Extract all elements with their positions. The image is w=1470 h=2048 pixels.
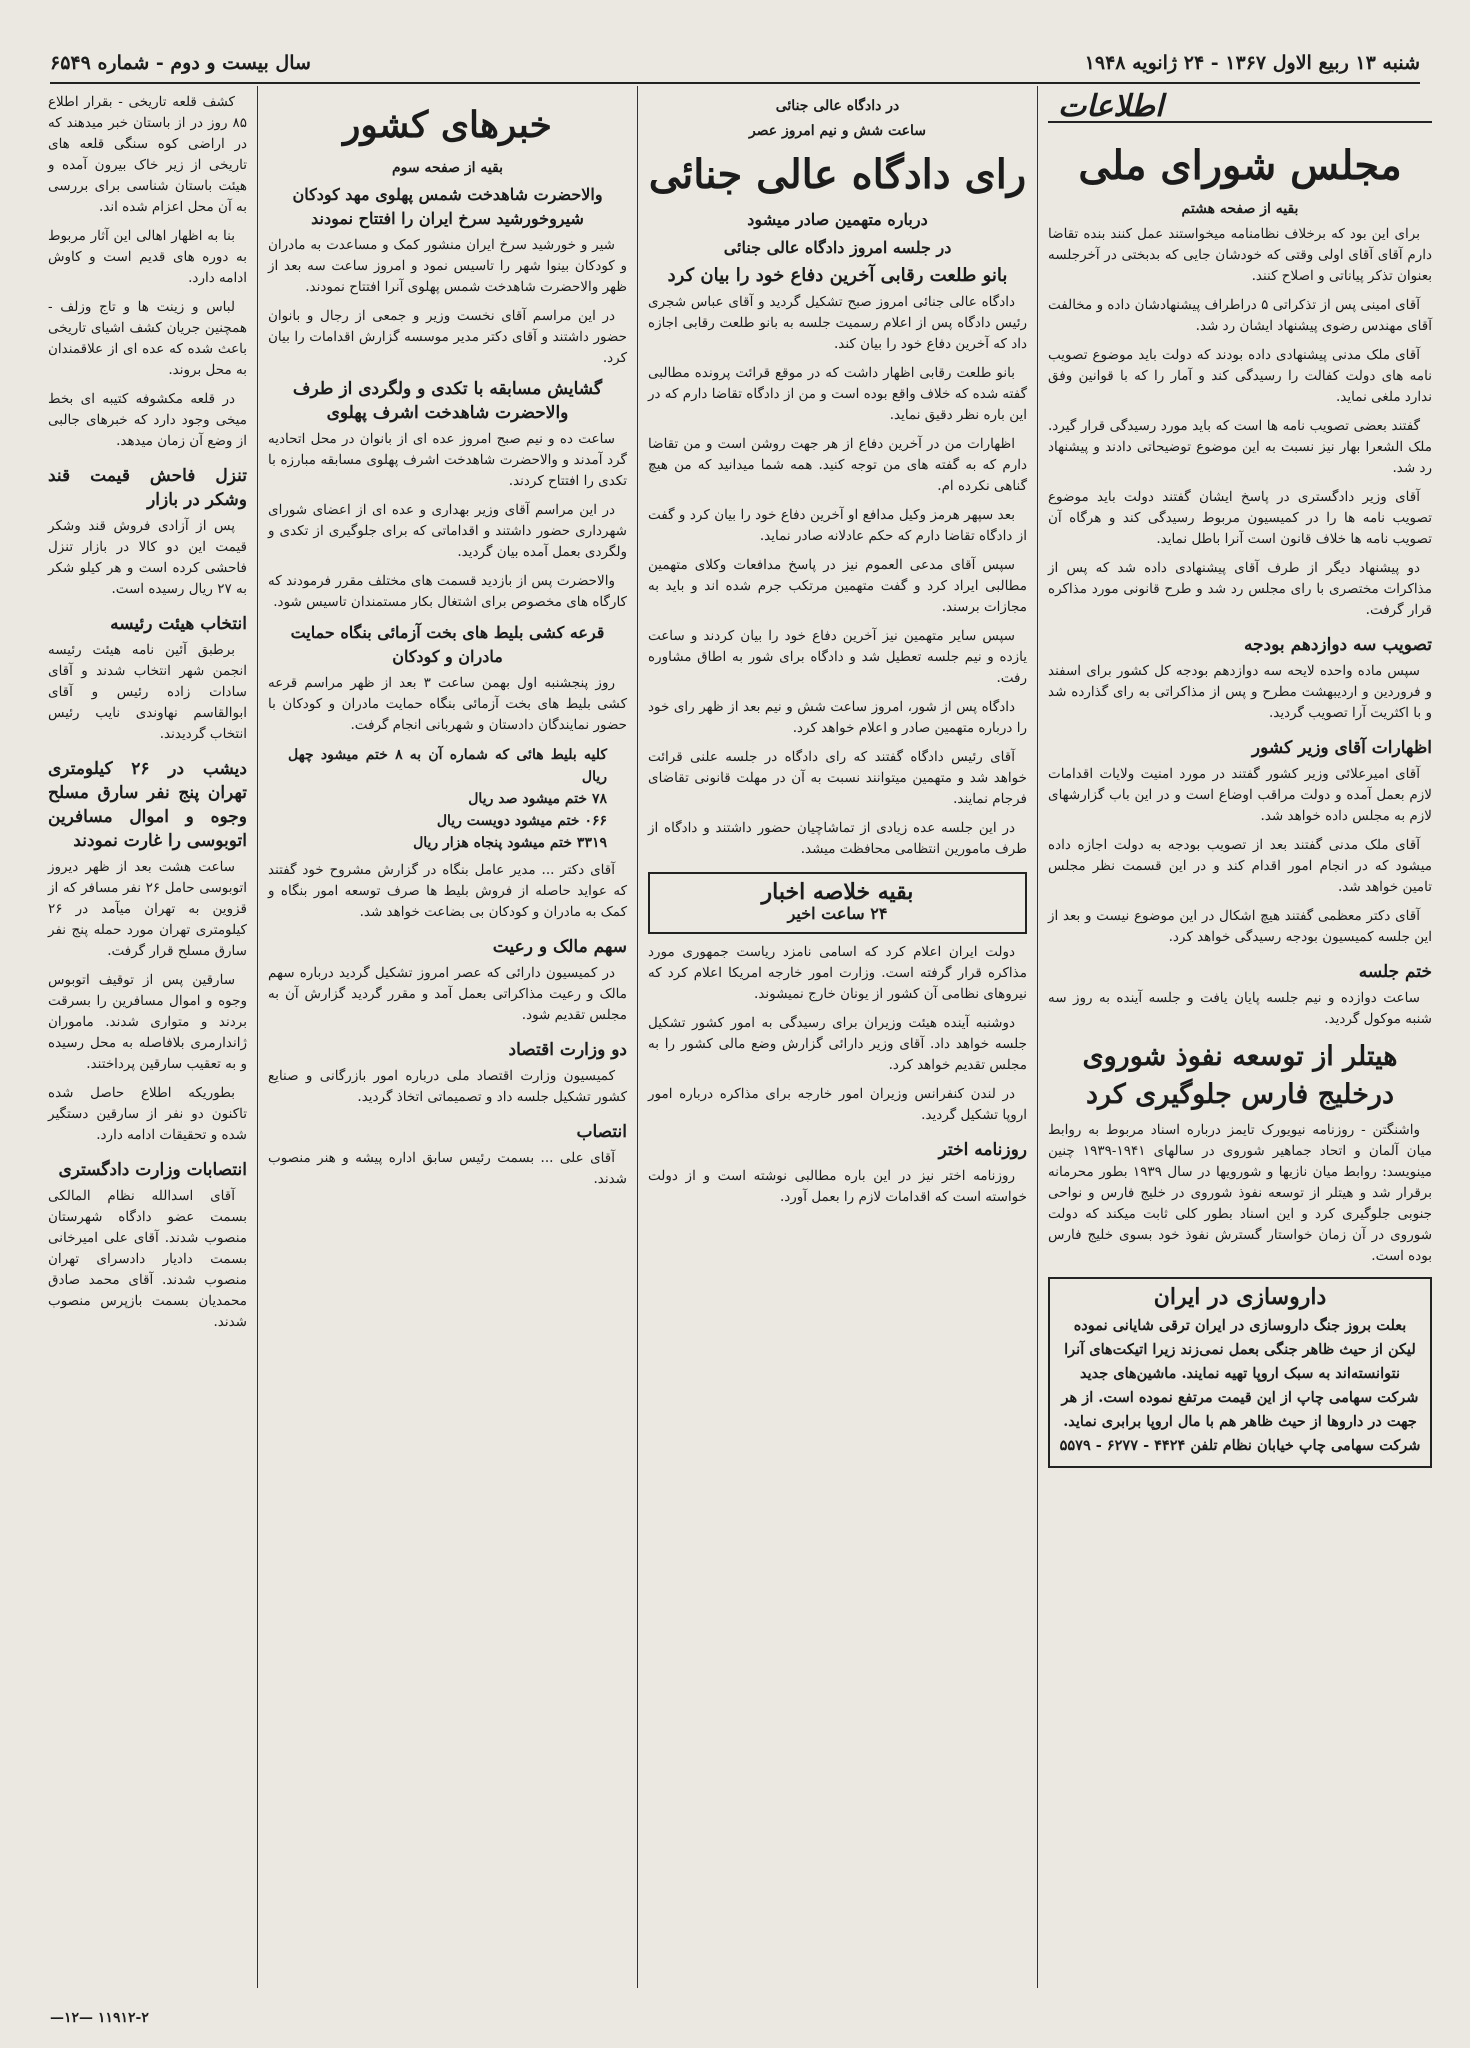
paragraph: در قلعه مکشوفه کتیبه ای بخط میخی وجود دارد که خبرهای جالبی از وضع آن زمان میدهد.	[48, 391, 247, 449]
paragraph: آقای اسدالله نظام المالکی بسمت عضو دادگاه شهرستان منصوب شدند. آقای علی امیرخانی بسمت دادیار دادسرای تهران منصوب شدند. آقای محمد صادق محمدیان بسمت بازپرس منصوب شدند.	[48, 1188, 247, 1330]
lottery-results	[288, 744, 607, 854]
paragraph: دو پیشنهاد دیگر از طرف آقای پیشنهادی داده شد که پس از مذاکرات مختصری با رای مجلس رد شد و طرح قانونی مورد مذاکره قرار گرفت.	[1048, 560, 1432, 618]
column-parliament	[1040, 86, 1440, 1988]
dateline	[50, 44, 1420, 84]
column-domestic-news	[260, 86, 635, 1988]
page-footer: —۱۲— ۱۱۹۱۲-۲	[50, 2010, 149, 2026]
subheading: دیشب در ۲۶ کیلومتری تهران پنج نفر سارق مسلح وجوه و اموال مسافرین اتوبوسی را غارت نمودند	[48, 759, 247, 851]
advertisement-box	[1048, 1277, 1432, 1468]
subheading: انتخاب هیئت رئیسه	[110, 614, 247, 634]
paragraph: واشنگتن - روزنامه نیویورک تایمز درباره اسناد مربوط به روابط میان آلمان و اتحاد جماهیر شوروی در سالهای ۱۹۴۱-۱۹۳۹ چنین مینویسد: روابط میان نازیها و شورویها در سال ۱۹۳۹ بطور محرمانه برقرار شد و هیتلر از توسعه نفوذ شوروی در خلیج فارس و نواحی جنوبی جلوگیری کرد و این اسناد بطور کلی ثابت میکند که دولت شوروی در آن زمان خواستار گسترش نفوذ خود بسوی خلیج فارس بوده است.	[1048, 1122, 1433, 1264]
continued-note: بقیه از صفحه هشتم	[1181, 201, 1299, 217]
headline-parliament: مجلس شورای ملی	[1078, 142, 1402, 189]
paragraph: روز پنجشنبه اول بهمن ساعت ۳ بعد از ظهر مراسم قرعه کشی بلیط های بخت آزمائی بنگاه حمایت مادران و کودکان با حضور نمایندگان دادستان و شهربانی انجام گرفت.	[268, 675, 627, 733]
subheading: روزنامه اختر	[938, 1140, 1027, 1160]
paragraph: در این جلسه عده زیادی از تماشاچیان حضور داشتند و دادگاه از طرف مامورین انتظامی محافظت میشد.	[648, 820, 1027, 857]
paragraph: در کمیسیون دارائی که عصر امروز تشکیل گردید درباره سهم مالک و رعیت مذاکراتی بعمل آمد و مقرر گردید گزارش آن به مجلس تقدیم شود.	[268, 965, 627, 1023]
subheading: در جلسه امروز دادگاه عالی جنائی	[723, 238, 952, 257]
news-summary-box	[648, 872, 1027, 934]
paragraph: دادگاه پس از شور، امروز ساعت شش و نیم بعد از ظهر رای خود را درباره متهمین صادر و اعلام خواهد کرد.	[648, 699, 1027, 736]
paragraph: دولت ایران اعلام کرد که اسامی نامزد ریاست جمهوری مورد مذاکره قرار گرفته است. وزارت امور خارجه امریکا اعلام کرد که نیروهای نظامی آن کشور از یونان خارج نمیشوند.	[648, 944, 1027, 1002]
paragraph: روزنامه اختر نیز در این باره مطالبی نوشته است و از دولت خواسته است که اقدامات لازم را بعمل آورد.	[648, 1168, 1027, 1205]
paragraph: آقای ملک مدنی گفتند بعد از تصویب بودجه به دولت اجازه داده میشود که در انجام امور اقدام کند و در این قسمت نظر مجلس تامین خواهد شد.	[1048, 837, 1432, 895]
headline-hitler: هیتلر از توسعه نفوذ شوروی درخلیج فارس جلوگیری کرد	[1082, 1041, 1398, 1110]
paragraph: آقای دکتر ... مدیر عامل بنگاه در گزارش مشروح خود گفتند که عواید حاصله از فروش بلیط ها صرف توسعه امور بنگاه و کمک به مادران و کودکان بی بضاعت خواهد شد.	[268, 862, 627, 920]
subheading: اظهارات آقای وزیر کشور	[1251, 738, 1432, 758]
subheading: گشایش مسابقه با تکدی و ولگردی از طرف والاحضرت شاهدخت اشرف پهلوی	[292, 379, 603, 423]
paragraph: دوشنبه آینده هیئت وزیران برای رسیدگی به امور کشور تشکیل جلسه خواهد داد. آقای وزیر دارائی گزارش وضع مالی کشور را به مجلس تقدیم خواهد کرد.	[648, 1015, 1027, 1073]
subheading: والاحضرت شاهدخت شمس پهلوی مهد کودکان شیروخورشید سرخ ایران را افتتاح نمودند	[292, 185, 603, 228]
lottery-line: ۳۳۱۹ ختم میشود پنجاه هزار ریال	[413, 835, 607, 851]
paragraph: سپس آقای مدعی العموم نیز در پاسخ مدافعات وکلای متهمین مطالبی ایراد کرد و گفت متهمین مرتکب جرم شده اند و باید به مجازات برسند.	[648, 557, 1027, 615]
subheading: انتصاب	[576, 1122, 627, 1142]
paragraph: گفتند بعضی تصویب نامه ها است که باید مورد رسیدگی قرار گیرد. ملک الشعرا بهار نیز نسبت به این موضوع توضیحاتی دادند و پیشنهاد رد شد.	[1048, 418, 1432, 476]
paragraph: آقای دکتر معظمی گفتند هیچ اشکال در این موضوع نیست و بعد از این جلسه کمیسیون بودجه رسیدگی خواهد کرد.	[1048, 908, 1432, 945]
paragraph: آقای وزیر دادگستری در پاسخ ایشان گفتند دولت باید موضوع تصویب نامه ها را در کمیسیون مربوط رسیدگی کند و هرگاه آن تصویب نامه ها خلاف قانون است آنرا باطل نماید.	[1048, 489, 1432, 547]
paragraph: آقای امیرعلائی وزیر کشور گفتند در مورد امنیت ولایات اقدامات لازم بعمل آمده و دولت مراقب اوضاع است و در این باب گزارشهای لازم به مجلس داده خواهد شد.	[1048, 766, 1432, 824]
lottery-line: ۷۸ ختم میشود صد ریال	[468, 791, 607, 807]
paragraph: کمیسیون وزارت اقتصاد ملی درباره امور بازرگانی و صنایع کشور تشکیل جلسه داد و تصمیماتی اتخاذ گردید.	[268, 1068, 627, 1105]
paragraph: آقای رئیس دادگاه گفتند که رای دادگاه در جلسه علنی قرائت خواهد شد و متهمین میتوانند نسبت به آن در مهلت قانونی تقاضای فرجام نمایند.	[648, 749, 1027, 807]
ad-text: بعلت بروز جنگ داروسازی در ایران ترقی شایانی نموده لیکن از حیث ظاهر جنگی بعمل نمی‌زند زیرا اتیکت‌های آنرا نتوانسته‌اند به سبک اروپا تهیه نمایند. ماشین‌های جدید شرکت سهامی چاپ از این قیمت مرتفع نموده است. از هر جهت در داروها از حیث ظاهر هم با مال اروپا برابری نماید. شرکت سهامی چاپ خیابان نظام تلفن ۴۴۲۴ - ۶۲۷۷ - ۵۵۷۹	[1059, 1317, 1421, 1454]
paragraph: شیر و خورشید سرخ ایران منشور کمک و مساعدت به مادران و کودکان بینوا شهر را تاسیس نمود و امروز ساعت سه بعد از ظهر والاحضرت شاهدخت شمس پهلوی آنرا افتتاح نمودند.	[268, 237, 627, 295]
column-rule	[257, 86, 258, 1988]
summary-title: بقیه خلاصه اخبار	[761, 879, 914, 905]
paragraph: برای این بود که برخلاف نظامنامه میخواستند عمل کنند بنده تقاضا دارم آقای آقای اولی وقتی که خودشان جایی که بدبختی در آخرجلسه بعنوان تذکر پیاناتی و اصلاح کنند.	[1048, 226, 1432, 284]
paragraph: در این مراسم آقای وزیر بهداری و عده ای از اعضای شورای شهرداری حضور داشتند و اقداماتی که برای جلوگیری از تکدی و ولگردی بعمل آمده بیان گردید.	[268, 502, 627, 560]
kicker: در دادگاه عالی جنائی	[775, 98, 900, 114]
column-misc-news	[40, 86, 255, 1988]
paragraph: کشف قلعه تاریخی - بقرار اطلاع ۸۵ روز در از باستان خبر میدهند که در اراضی کوه سنگی قلعه های تاریخی از زیر خاک بیرون آمده و هیئت باستان شناسی برای بررسی به آن محل اعزام شده اند.	[48, 94, 247, 215]
issue-number: سال بیست و دوم - شماره ۶۵۴۹	[50, 52, 311, 74]
paragraph: آقای امینی پس از تذکراتی ۵ دراطراف پیشنهادشان داده و مخالفت آقای مهندس رضوی پیشنهاد ایشان رد شد.	[1048, 297, 1432, 334]
headline-domestic: خبرهای کشور	[343, 104, 552, 146]
subheading: انتصابات وزارت دادگستری	[58, 1160, 247, 1180]
paragraph: در لندن کنفرانس وزیران امور خارجه برای مذاکره درباره امور اروپا تشکیل گردید.	[648, 1086, 1027, 1123]
headline-court: رای دادگاه عالی جنائی	[648, 151, 1027, 198]
subheading: دو وزارت اقتصاد	[508, 1040, 627, 1060]
summary-subtitle: ۲۴ ساعت اخیر	[787, 904, 888, 923]
paragraph: سپس ماده واحده لایحه سه دوازدهم بودجه کل کشور برای اسفند و فروردین و اردیبهشت مطرح و پس از مذاکراتی به رای گذارده شد و با اکثریت آرا تصویب گردید.	[1048, 663, 1432, 721]
paragraph: دادگاه عالی جنائی امروز صبح تشکیل گردید و آقای عباس شجری رئیس دادگاه پس از اعلام رسمیت جلسه به بانو طلعت رقابی اجازه داد که آخرین دفاع خود را بیان کند.	[648, 294, 1027, 352]
paragraph: بنا به اظهار اهالی این آثار مربوط به دوره های قدیم است و کاوش ادامه دارد.	[48, 228, 247, 286]
paragraph: بعد سپهر هرمز وکیل مدافع او آخرین دفاع خود را بیان کرد و گفت از دادگاه تقاضا دارم که حکم عادلانه صادر نماید.	[648, 507, 1027, 544]
column-court	[640, 86, 1035, 1988]
column-rule	[1037, 86, 1038, 1988]
subheading: درباره متهمین صادر میشود	[747, 210, 928, 229]
paragraph: والاحضرت پس از بازدید قسمت های مختلف مقرر فرمودند که کارگاه های مخصوص برای اشتغال بکار مستمندان تاسیس شود.	[268, 573, 627, 610]
ad-title: داروسازی در ایران	[1153, 1284, 1327, 1310]
paragraph: آقای علی ... بسمت رئیس سابق اداره پیشه و هنر منصوب شدند.	[268, 1150, 627, 1187]
lottery-line: کلیه بلیط هائی که شماره آن به ۸ ختم میشود چهل ریال	[288, 747, 607, 785]
lottery-line: ۰۶۶ ختم میشود دویست ریال	[436, 813, 607, 829]
paragraph: آقای ملک مدنی پیشنهادی داده بودند که دولت باید موضوع تصویب نامه های دولت کفالت را رسیدگی کند و آمار را که با قوانین وفق ندارد ملغی نماید.	[1048, 347, 1432, 405]
paragraph: در این مراسم آقای نخست وزیر و جمعی از رجال و بانوان حضور داشتند و آقای دکتر مدیر موسسه گزارش اقدامات را بیان کرد.	[268, 308, 627, 366]
paragraph: اظهارات من در آخرین دفاع از هر جهت روشن است و من تقاضا دارم که به گفته های من توجه کنید. همه شما میدانید که من هیچ گناهی نکرده ام.	[648, 436, 1027, 494]
paragraph: پس از آزادی فروش قند وشکر قیمت این دو کالا در بازار تنزل فاحشی کرده است و هر کیلو شکر به ۲۷ ریال رسیده است.	[48, 518, 247, 597]
subheading: تصویب سه دوازدهم بودجه	[1243, 635, 1432, 655]
continued-note: بقیه از صفحه سوم	[391, 160, 504, 176]
subheading: سهم مالک و رعیت	[492, 937, 627, 957]
paragraph: بانو طلعت رقابی اظهار داشت که در موقع قرائت پرونده مطالبی گفته شده که خلاف واقع بوده است و من از دادگاه تقاضا دارم که در این باره نظر دقیق نماید.	[647, 365, 1027, 423]
paragraph: لباس و زینت ها و تاج وزلف - همچنین جریان کشف اشیای تاریخی باعث شده که عده ای از علاقمندان به محل بروند.	[48, 299, 247, 378]
paragraph: سپس سایر متهمین نیز آخرین دفاع خود را بیان کردند و ساعت یازده و نیم جلسه تعطیل شد و دادگاه برای شور به اطاق مشاوره رفت.	[648, 628, 1027, 686]
paragraph: ساعت دوازده و نیم جلسه پایان یافت و جلسه آینده به روز سه شنبه موکول گردید.	[1048, 990, 1432, 1027]
issue-date: شنبه ۱۳ ربیع الاول ۱۳۶۷ - ۲۴ ژانویه ۱۹۴۸	[1084, 52, 1420, 74]
column-rule	[637, 86, 638, 1988]
paragraph: سارقین پس از توقیف اتوبوس وجوه و اموال مسافرین را بسرقت بردند و متواری شدند. ماموران ژاندارمری بلافاصله به محل رسیده و به تعقیب سارقین پرداختند.	[48, 972, 247, 1072]
paragraph: ساعت هشت بعد از ظهر دیروز اتوبوسی حامل ۲۶ نفر مسافر که از قزوین به تهران میآمد در ۲۶ کیلومتری تهران مورد حمله پنج نفر سارق مسلح قرار گرفت.	[48, 859, 247, 959]
subheading: قرعه کشی بلیط های بخت آزمائی بنگاه حمایت مادران و کودکان	[290, 623, 605, 666]
paragraph: بطوریکه اطلاع حاصل شده تاکنون دو نفر از سارقین دستگیر شده و تحقیقات ادامه دارد.	[48, 1085, 247, 1143]
masthead-logo: اطلاعات	[1048, 92, 1432, 123]
kicker: ساعت شش و نیم امروز عصر	[748, 123, 927, 139]
subheading: بانو طلعت رقابی آخرین دفاع خود را بیان کرد	[667, 265, 1008, 286]
paragraph: ساعت ده و نیم صبح امروز عده ای از بانوان در محل اتحادیه گرد آمدند و والاحضرت شاهدخت اشرف پهلوی مسابقه مبارزه با تکدی را افتتاح کردند.	[268, 431, 627, 489]
subheading: ختم جلسه	[1358, 962, 1432, 982]
subheading: تنزل فاحش قیمت قند وشکر در بازار	[48, 466, 247, 510]
paragraph: برطبق آئین نامه هیئت رئیسه انجمن شهر انتخاب شدند و آقای سادات زاده رئیس و آقای ابوالقاسم نهاوندی نایب رئیس انتخاب گردیدند.	[48, 642, 247, 742]
